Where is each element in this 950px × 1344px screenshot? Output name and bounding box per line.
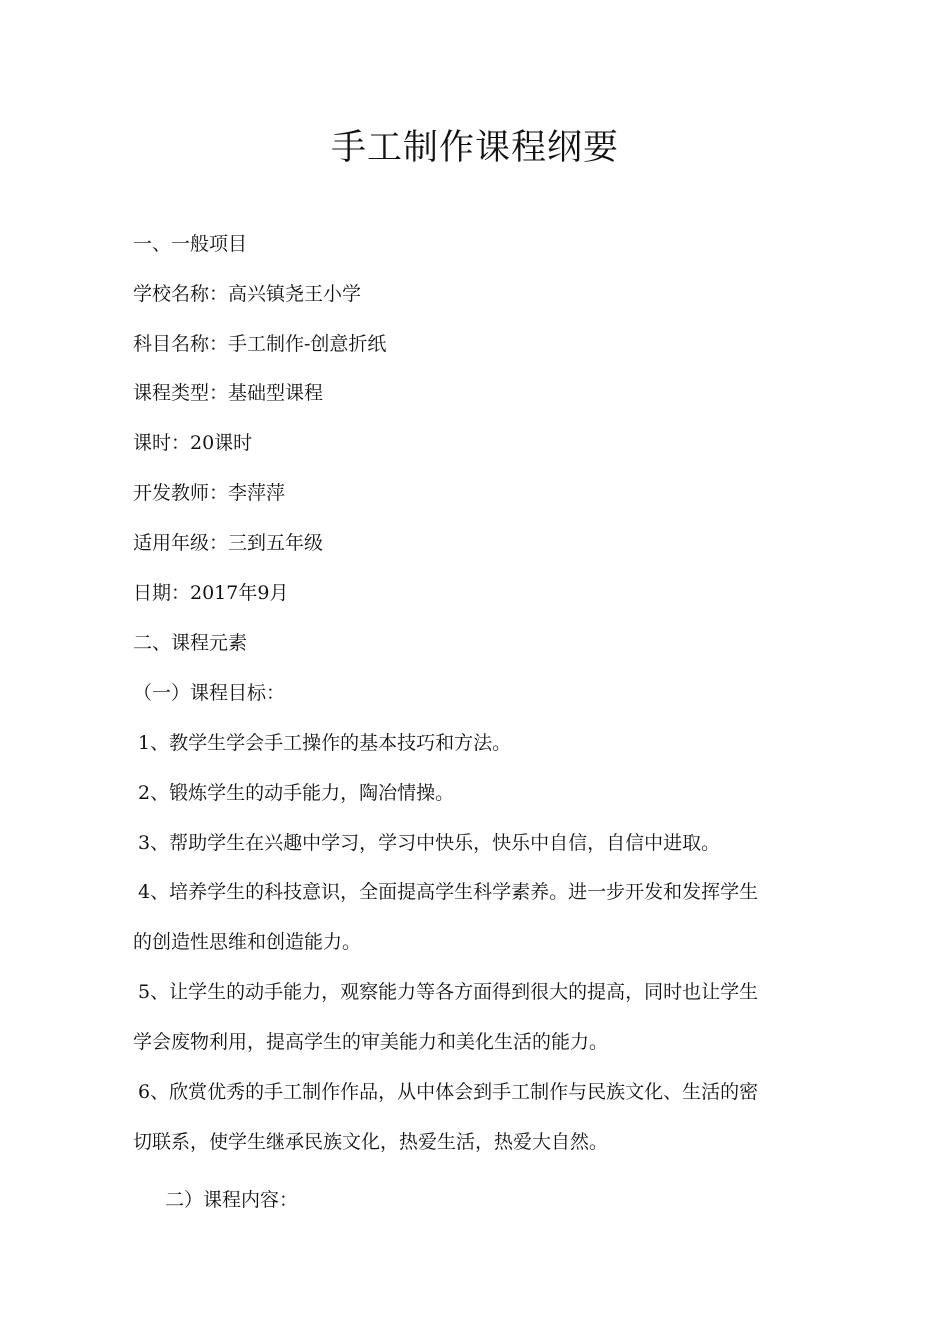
teacher-line: 开发教师：李萍萍 [133, 482, 286, 504]
grades-line: 适用年级：三到五年级 [133, 532, 324, 554]
date-line: 日期：2017年9月 [133, 582, 289, 604]
section-heading-elements: 二、课程元素 [133, 632, 248, 654]
goal-line: 3、帮助学生在兴趣中学习，学习中快乐，快乐中自信，自信中进取。 [138, 832, 721, 854]
document-title: 手工制作课程纲要 [330, 128, 619, 168]
goal-line: 6、欣赏优秀的手工制作作品，从中体会到手工制作与民族文化、生活的密 [138, 1081, 759, 1103]
section-heading-general: 一、一般项目 [133, 233, 248, 255]
goals-heading: （一）课程目标： [133, 682, 286, 704]
content-heading: 二）课程内容： [165, 1189, 299, 1211]
goal-line-continued: 学会废物利用，提高学生的审美能力和美化生活的能力。 [133, 1031, 609, 1053]
subject-name-line: 科目名称：手工制作-创意折纸 [133, 333, 387, 355]
goal-line: 1、教学生学会手工操作的基本技巧和方法。 [138, 732, 512, 754]
course-type-line: 课程类型：基础型课程 [133, 382, 324, 404]
school-name-line: 学校名称：高兴镇尧王小学 [133, 283, 362, 305]
goal-line: 5、让学生的动手能力，观察能力等各方面得到很大的提高，同时也让学生 [138, 981, 759, 1003]
goal-line: 2、锻炼学生的动手能力，陶冶情操。 [138, 782, 455, 804]
class-hours-line: 课时：20课时 [133, 432, 253, 454]
goal-line-continued: 的创造性思维和创造能力。 [133, 931, 362, 953]
goal-line-continued: 切联系，使学生继承民族文化，热爱生活，热爱大自然。 [133, 1131, 609, 1153]
goal-line: 4、培养学生的科技意识，全面提高学生科学素养。进一步开发和发挥学生 [138, 881, 759, 903]
